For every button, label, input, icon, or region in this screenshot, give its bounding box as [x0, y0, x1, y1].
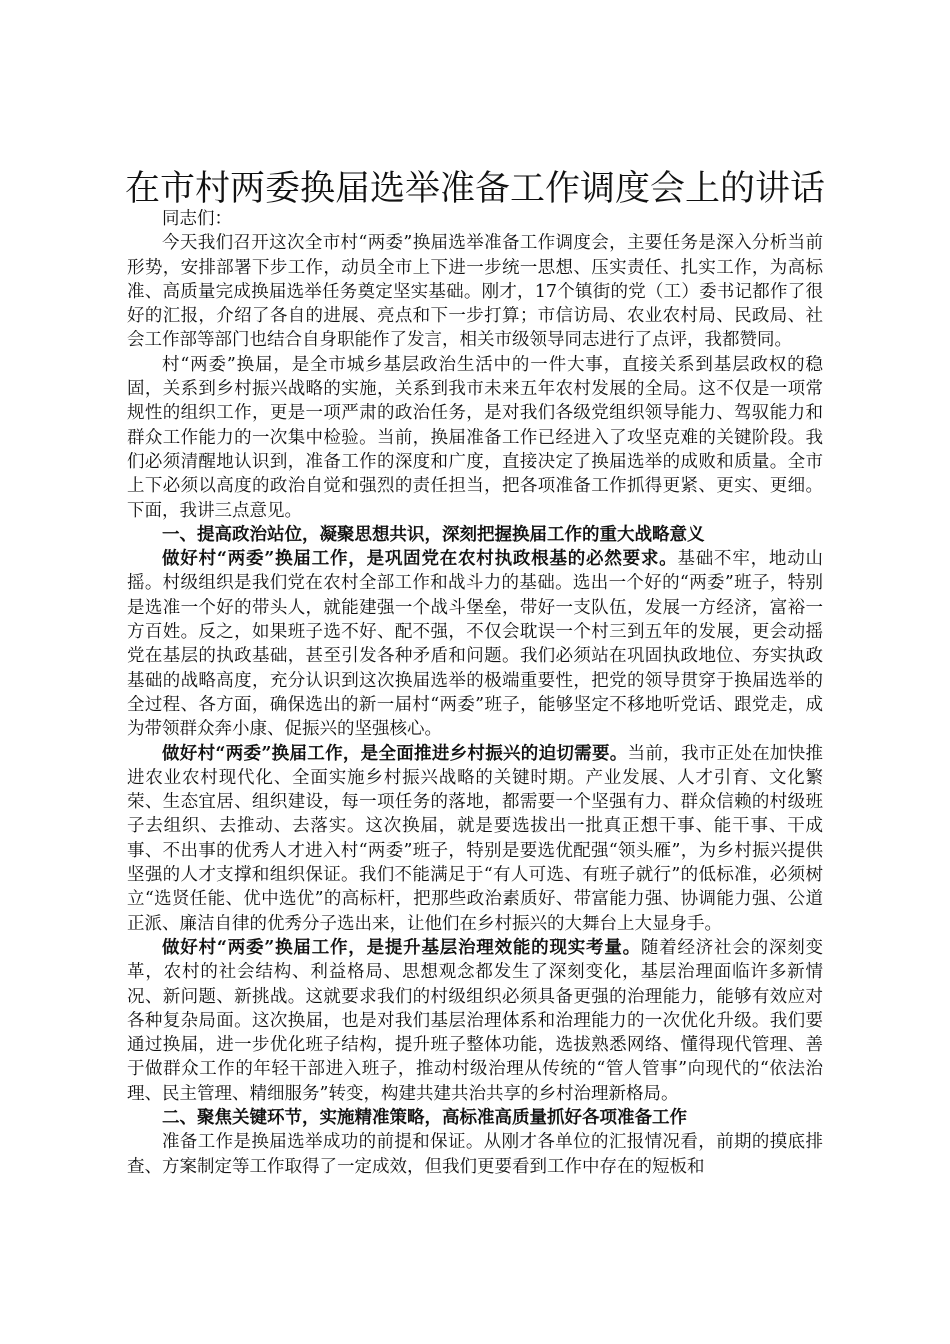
- paragraph-2: 村“两委”换届，是全市城乡基层政治生活中的一件大事，直接关系到基层政权的稳固，关系到乡村振兴战略的实施，关系到我市未来五年农村发展的全局。这不仅是一项常规性的组织工作，更是一项严肃的政治任务，是对我们各级党组织领导能力、驾驭能力和群众工作能力的一次集中检验。当前，换届准备工作已经进入了攻坚克难的关键阶段。我们必须清醒地认识到，准备工作的深度和广度，直接决定了换届选举的成败和质量。全市上下必须以高度的政治自觉和强烈的责任担当，把各项准备工作抓得更紧、更实、更细。下面，我讲三点意见。: [127, 354, 823, 521]
- paragraph-4: [127, 742, 823, 936]
- paragraph-4-lead: 做好村“两委”换届工作，是全面推进乡村振兴的迫切需要。: [162, 743, 628, 764]
- paragraph-4-body: 当前，我市正处在加快推进农业农村现代化、全面实施乡村振兴战略的关键时期。产业发展、人才引育、文化繁荣、生态宜居、组织建设，每一项任务的落地，都需要一个坚强有力、群众信赖的村级班子去组织、去推动、去落实。这次换届，就是要选拔出一批真正想干事、能干事、干成事、不出事的优秀人才进入村“两委”班子，特别是要选优配强“领头雁”，为乡村振兴提供坚强的人才支撑和组织保证。我们不能满足于“有人可选、有班子就行”的低标准，必须树立“选贤任能、优中选优”的高标杆，把那些政治素质好、带富能力强、协调能力强、公道正派、廉洁自律的优秀分子选出来，让他们在乡村振兴的大舞台上大显身手。: [127, 743, 823, 934]
- paragraph-6: 准备工作是换届选举成功的前提和保证。从刚才各单位的汇报情况看，前期的摸底排查、方案制定等工作取得了一定成效，但我们更要看到工作中存在的短板和: [127, 1132, 823, 1177]
- document-title: 在市村两委换届选举准备工作调度会上的讲话: [124, 169, 825, 209]
- section-heading-1: 一、提高政治站位，凝聚思想共识，深刻把握换届工作的重大战略意义: [162, 524, 705, 545]
- paragraph-5: [127, 936, 823, 1106]
- section-heading-2: 二、聚焦关键环节，实施精准策略，高标准高质量抓好各项准备工作: [162, 1107, 687, 1128]
- paragraph-3-lead: 做好村“两委”换届工作，是巩固党在农村执政根基的必然要求。: [162, 549, 678, 570]
- salutation: 同志们：: [162, 209, 232, 229]
- paragraph-1: 今天我们召开这次全市村“两委”换届选举准备工作调度会，主要任务是深入分析当前形势，安排部署下步工作，动员全市上下进一步统一思想、压实责任、扎实工作，为高标准、高质量完成换届选举任务奠定坚实基础。刚才，17个镇街的党（工）委书记都作了很好的汇报，介绍了各自的进展、亮点和下一步打算；市信访局、农业农村局、民政局、社会工作部等部门也结合自身职能作了发言，相关市级领导同志进行了点评，我都赞同。: [127, 233, 823, 351]
- paragraph-3: [127, 547, 823, 741]
- paragraph-5-lead: 做好村“两委”换届工作，是提升基层治理效能的现实考量。: [162, 937, 641, 958]
- paragraph-3-body: 基础不牢，地动山摇。村级组织是我们党在农村全部工作和战斗力的基础。选出一个好的“两委”班子，特别是选准一个好的带头人，就能建强一个战斗堡垒，带好一支队伍，发展一方经济，富裕一方百姓。反之，如果班子选不好、配不强，不仅会耽误一个村三到五年的发展，更会动摇党在基层的执政基础，甚至引发各种矛盾和问题。我们必须站在巩固执政地位、夯实执政基础的战略高度，充分认识到这次换届选举的极端重要性，把党的领导贯穿于换届选举的全过程、各方面，确保选出的新一届村“两委”班子，能够坚定不移地听党话、跟党走，成为带领群众奔小康、促振兴的坚强核心。: [127, 549, 823, 740]
- document-body: [127, 207, 823, 1179]
- paragraph-5-body: 随着经济社会的深刻变革，农村的社会结构、利益格局、思想观念都发生了深刻变化，基层治理面临许多新情况、新问题、新挑战。这就要求我们的村级组织必须具备更强的治理能力，能够有效应对各种复杂局面。这次换届，也是对我们基层治理体系和治理能力的一次优化升级。我们要通过换届，进一步优化班子结构，提升班子整体功能，选拔熟悉网络、懂得现代管理、善于做群众工作的年轻干部进入班子，推动村级治理从传统的“管人管事”向现代的“依法治理、民主管理、精细服务”转变，构建共建共治共享的乡村治理新格局。: [127, 937, 823, 1104]
